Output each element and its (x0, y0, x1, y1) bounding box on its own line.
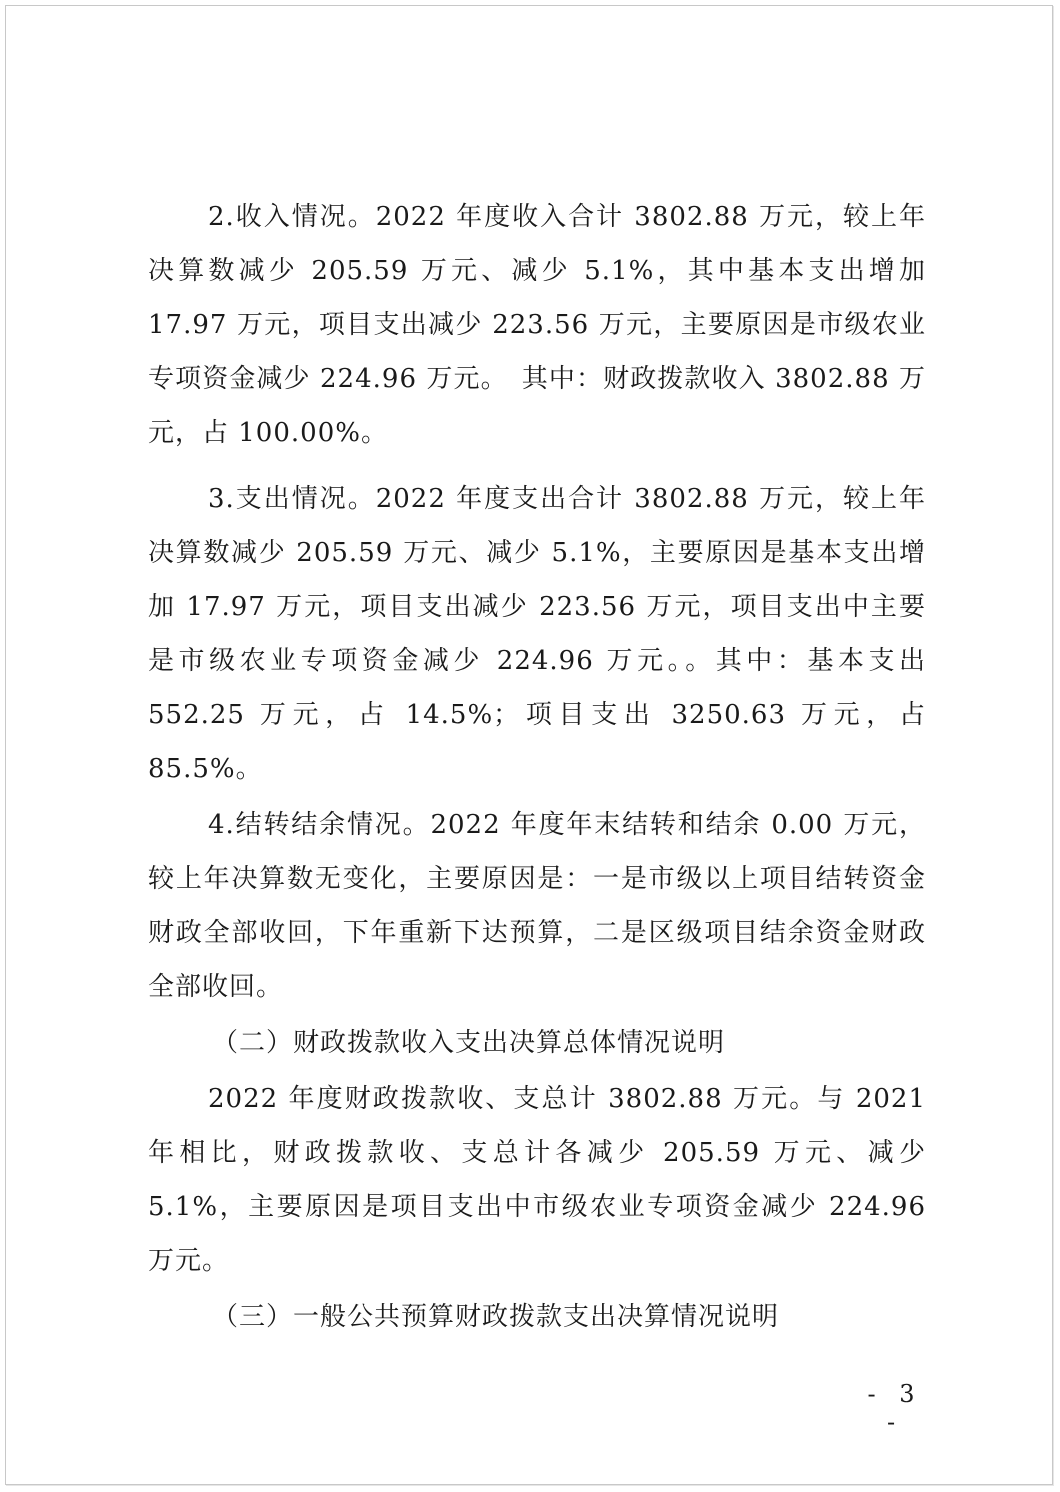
page-number: - 3 - (867, 1380, 923, 1436)
paragraph-income: 2.收入情况。2022 年度收入合计 3802.88 万元，较上年决算数减少 205.59 万元、减少 5.1%，其中基本支出增加 17.97 万元，项目支出减少 223.56 万元，主要原因是市级农业专项资金减少 224.96 万元。 其中：财政拨款收入 3802.88 万元，占 100.00%。 (148, 202, 926, 448)
section-heading-2: （二）财政拨款收入支出决算总体情况说明 (212, 1028, 726, 1058)
paragraph-carryover: 4.结转结余情况。2022 年度年末结转和结余 0.00 万元，较上年决算数无变化，主要原因是：一是市级以上项目结转资金财政全部收回，下年重新下达预算，二是区级项目结余资金财政全部收回。 (148, 810, 926, 1002)
paragraph-expenditure: 3.支出情况。2022 年度支出合计 3802.88 万元，较上年决算数减少 205.59 万元、减少 5.1%，主要原因是基本支出增加 17.97 万元，项目支出减少 223.56 万元，项目支出中主要是市级农业专项资金减少 224.96 万元。。其中：基本支出 552.25 万元，占 14.5%；项目支出 3250.63 万元，占 85.5%。 (148, 484, 926, 784)
document-body (148, 190, 926, 1344)
paragraph-fiscal-summary: 2022 年度财政拨款收、支总计 3802.88 万元。与 2021 年相比，财政拨款收、支总计各减少 205.59 万元、减少 5.1%，主要原因是项目支出中市级农业专项资金减少 224.96 万元。 (148, 1084, 926, 1276)
section-heading-3: （三）一般公共预算财政拨款支出决算情况说明 (212, 1302, 780, 1332)
